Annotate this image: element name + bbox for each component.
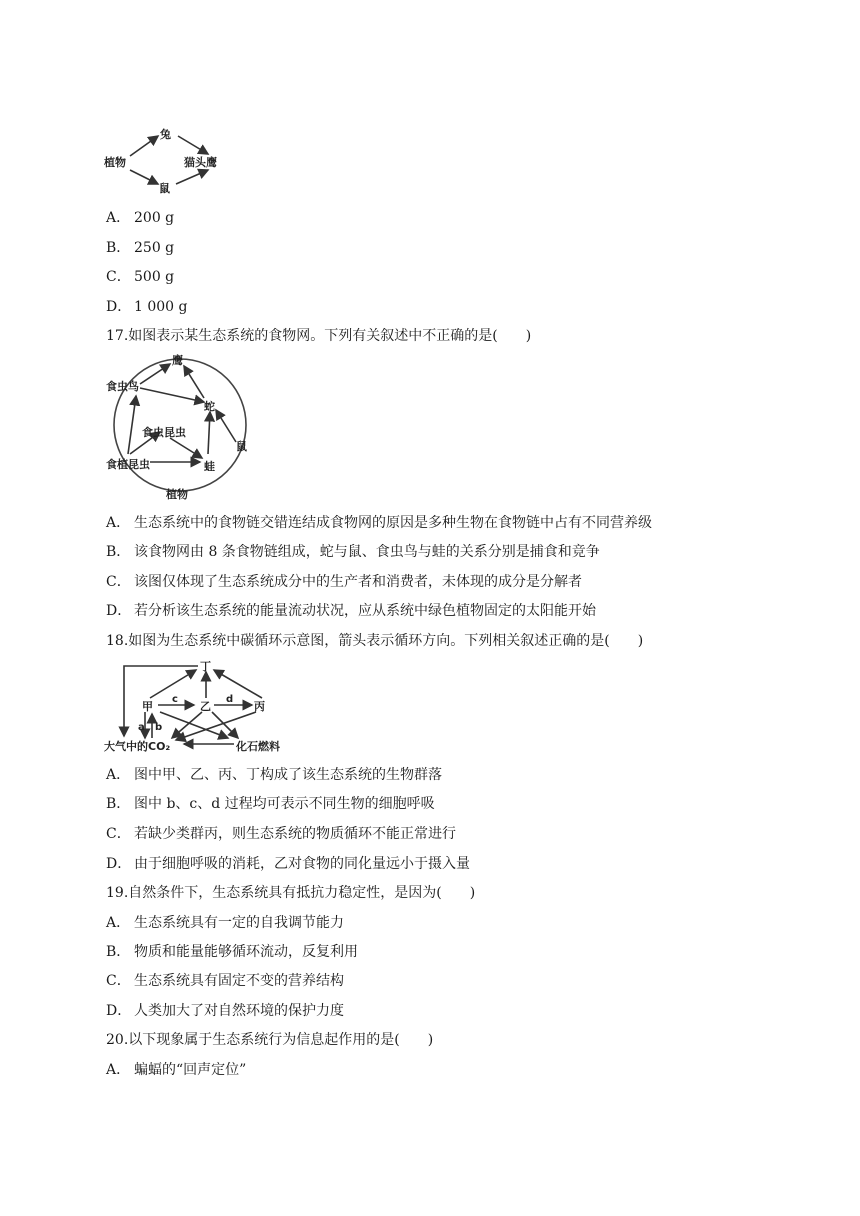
q19-option-a: A． 生态系统具有一定的自我调节能力 [106,915,344,931]
node-owl: 猫头鹰 [184,156,217,169]
q17-stem: 17.如图表示某生态系统的食物网。下列有关叙述中不正确的是( ) [106,328,532,344]
q17-option-a: A． 生态系统中的食物链交错连结成食物网的原因是多种生物在食物链中占有不同营养级 [106,515,652,531]
q20-option-a: A． 蝙蝠的“回声定位” [106,1062,247,1078]
q18-option-a: A． 图中甲、乙、丙、丁构成了该生态系统的生物群落 [106,767,442,783]
node-eagle: 鹰 [172,354,183,367]
node-yi: 乙 [200,700,211,713]
label-b: b [155,722,163,733]
node-plant-2: 植物 [166,488,188,500]
node-co2: 大气中的CO₂ [104,740,171,753]
node-mouse: 鼠 [159,182,170,195]
label-a: a [138,722,145,733]
q18-stem: 18.如图为生态系统中碳循环示意图，箭头表示循环方向。下列相关叙述正确的是( ) [106,633,644,649]
carbon-cycle-diagram [102,658,282,754]
node-rabbit: 兔 [160,128,171,141]
q19-option-b: B． 物质和能量能够循环流动，反复利用 [106,944,358,960]
label-c: c [172,694,178,705]
node-bing: 丙 [254,700,265,713]
q17-option-c: C． 该图仅体现了生态系统成分中的生产者和消费者，未体现的成分是分解者 [106,574,582,590]
q20-stem: 20.以下现象属于生态系统行为信息起作用的是( ) [106,1032,434,1048]
node-insect-bird: 食虫鸟 [106,380,139,393]
node-snake: 蛇 [204,400,215,413]
node-insectivore: 食虫昆虫 [142,426,186,439]
q18-option-b: B． 图中 b、c、d 过程均可表示不同生物的细胞呼吸 [106,796,435,812]
label-d: d [226,694,234,705]
food-web-diagram-1 [100,122,260,202]
q19-option-c: C． 生态系统具有固定不变的营养结构 [106,973,344,989]
node-jia: 甲 [142,700,153,713]
q16-option-a: A． 200 g [106,210,175,226]
q19-option-d: D． 人类加大了对自然环境的保护力度 [106,1003,344,1019]
node-plant: 植物 [104,156,126,169]
node-frog: 蛙 [204,460,215,473]
food-web-diagram-2 [100,350,260,500]
q17-option-d: D． 若分析该生态系统的能量流动状况，应从系统中绿色植物固定的太阳能开始 [106,603,596,619]
node-mouse-2: 鼠 [236,440,247,453]
q18-option-d: D． 由于细胞呼吸的消耗，乙对食物的同化量远小于摄入量 [106,856,470,872]
node-herbivore: 食植昆虫 [106,458,150,471]
q16-option-b: B． 250 g [106,240,175,256]
node-fuel: 化石燃料 [236,740,280,753]
node-ding: 丁 [200,660,211,673]
q19-stem: 19.自然条件下，生态系统具有抵抗力稳定性，是因为( ) [106,885,476,901]
q16-option-c: C． 500 g [106,269,175,285]
q17-option-b: B． 该食物网由 8 条食物链组成，蛇与鼠、食虫鸟与蛙的关系分别是捕食和竞争 [106,544,600,560]
q18-option-c: C． 若缺少类群丙，则生态系统的物质循环不能正常进行 [106,826,456,842]
q16-option-d: D． 1 000 g [106,299,188,315]
